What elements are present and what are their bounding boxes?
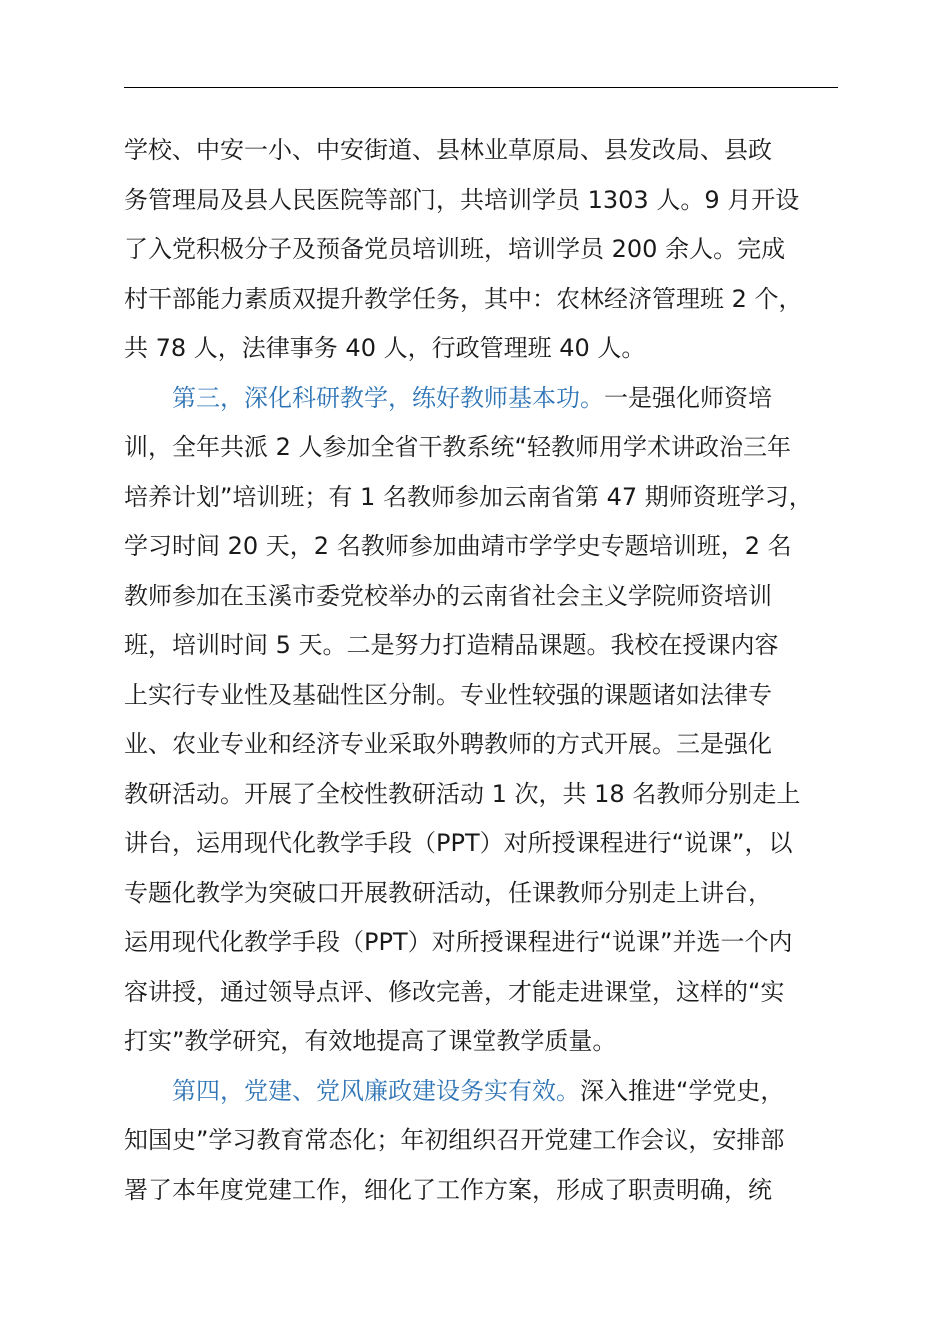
section-heading-third: 第三，深化科研教学，练好教师基本功。 bbox=[172, 383, 604, 412]
text-line: 务管理局及县人民医院等部门，共培训学员 1303 人。9 月开设 bbox=[124, 185, 800, 214]
header-rule bbox=[124, 87, 838, 88]
text-line: 培养计划”培训班；有 1 名教师参加云南省第 47 期师资班学习， bbox=[124, 482, 813, 511]
text-run: 深入推进“学党史， bbox=[580, 1076, 785, 1105]
paragraph-research-teaching bbox=[124, 374, 838, 1067]
paragraph-party-building bbox=[124, 1067, 838, 1216]
text-line: 了入党积极分子及预备党员培训班，培训学员 200 余人。完成 bbox=[124, 235, 786, 263]
text-line: 讲台，运用现代化教学手段（PPT）对所授课程进行“说课”，以 bbox=[124, 829, 793, 857]
section-heading-fourth: 第四，党建、党风廉政建设务实有效。 bbox=[172, 1076, 580, 1105]
text-line: 教师参加在玉溪市委党校举办的云南省社会主义学院师资培训 bbox=[124, 581, 772, 610]
text-line: 打实”教学研究，有效地提高了课堂教学质量。 bbox=[124, 1027, 617, 1055]
text-line: 署了本年度党建工作，细化了工作方案，形成了职责明确，统 bbox=[124, 1175, 772, 1204]
text-line: 学习时间 20 天，2 名教师参加曲靖市学学史专题培训班，2 名 bbox=[124, 532, 792, 560]
text-line bbox=[124, 374, 838, 424]
text-line: 知国史”学习教育常态化；年初组织召开党建工作会议，安排部 bbox=[124, 1126, 785, 1154]
text-line: 村干部能力素质双提升教学任务，其中：农林经济管理班 2 个， bbox=[124, 284, 803, 313]
text-line: 运用现代化教学手段（PPT）对所授课程进行“说课”并选一个内 bbox=[124, 928, 793, 956]
text-run: 一是强化师资培 bbox=[604, 383, 772, 412]
text-line: 专题化教学为突破口开展教研活动，任课教师分别走上讲台， bbox=[124, 878, 772, 907]
text-line: 共 78 人，法律事务 40 人，行政管理班 40 人。 bbox=[124, 334, 646, 362]
text-line: 容讲授，通过领导点评、修改完善，才能走进课堂，这样的“实 bbox=[124, 977, 785, 1006]
document-body bbox=[124, 126, 838, 1215]
text-line: 上实行专业性及基础性区分制。专业性较强的课题诸如法律专 bbox=[124, 680, 772, 709]
text-line: 教研活动。开展了全校性教研活动 1 次，共 18 名教师分别走上 bbox=[124, 779, 801, 808]
text-line: 班，培训时间 5 天。二是努力打造精品课题。我校在授课内容 bbox=[124, 631, 779, 659]
text-line: 训，全年共派 2 人参加全省干教系统“轻教师用学术讲政治三年 bbox=[124, 433, 791, 461]
text-line bbox=[124, 1067, 838, 1117]
text-line: 业、农业专业和经济专业采取外聘教师的方式开展。三是强化 bbox=[124, 730, 772, 758]
text-line: 学校、中安一小、中安街道、县林业草原局、县发改局、县政 bbox=[124, 136, 772, 164]
paragraph-continued bbox=[124, 126, 838, 374]
